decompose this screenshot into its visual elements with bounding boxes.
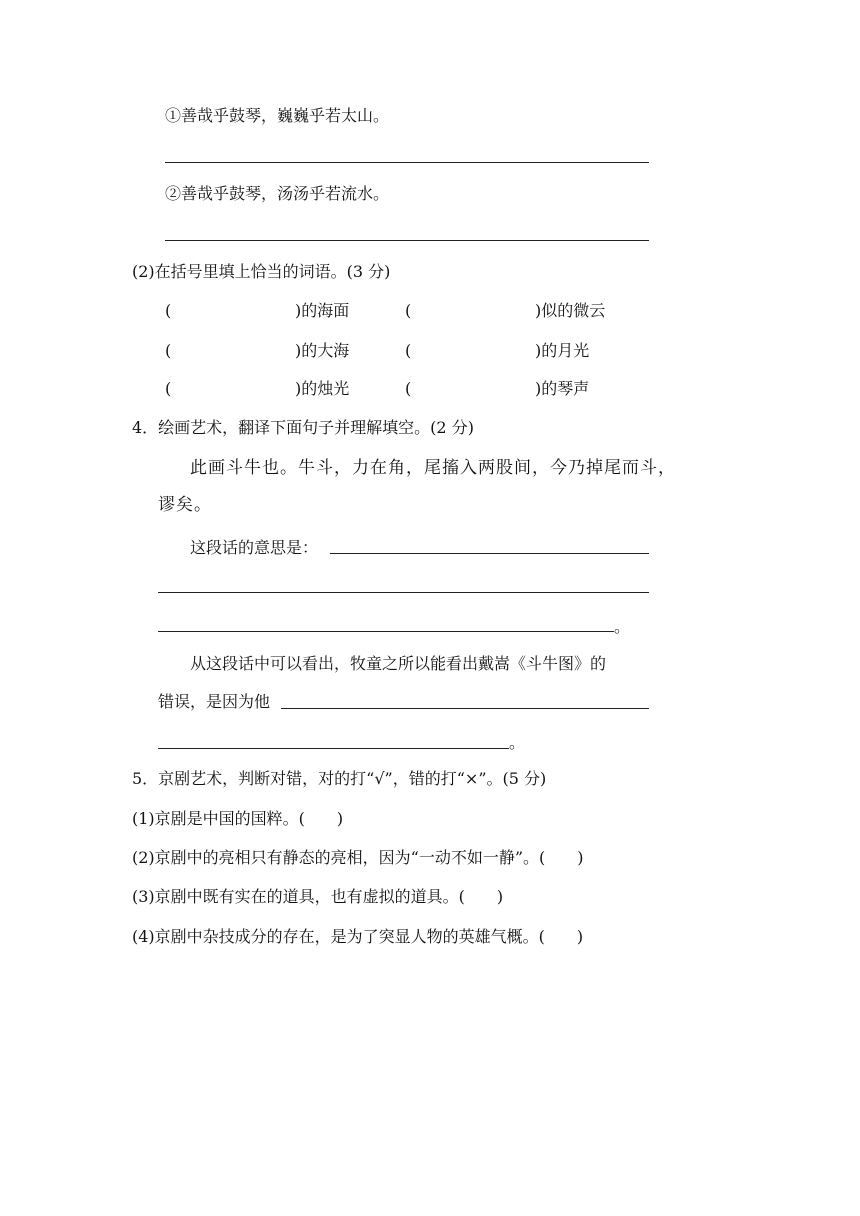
answer-line[interactable] bbox=[158, 631, 614, 632]
fill-close-text: )的琴声 bbox=[535, 379, 590, 398]
fill-open-paren: ( bbox=[405, 341, 412, 360]
fill-open-paren: ( bbox=[165, 341, 172, 360]
answer-line[interactable] bbox=[165, 162, 649, 163]
classical-text-line-2: 谬矣。 bbox=[158, 495, 212, 515]
judgement-item: (3)京剧中既有实在的道具，也有虚拟的道具。( ) bbox=[132, 887, 504, 906]
fill-open-paren: ( bbox=[405, 379, 412, 398]
fill-open-paren: ( bbox=[405, 301, 412, 320]
classical-text-line-1: 此画斗牛也。牛斗，力在角，尾搐入两股间，今乃掉尾而斗， bbox=[190, 458, 676, 478]
judgement-item: (2)京剧中的亮相只有静态的亮相，因为“一动不如一静”。( ) bbox=[132, 848, 584, 867]
answer-line[interactable] bbox=[158, 592, 649, 593]
meaning-prompt: 这段话的意思是： bbox=[190, 538, 319, 557]
classical-sentence-1: ①善哉乎鼓琴，巍巍乎若太山。 bbox=[165, 106, 390, 125]
fill-open-paren: ( bbox=[165, 379, 172, 398]
end-period: 。 bbox=[509, 733, 526, 752]
answer-line[interactable] bbox=[158, 748, 509, 749]
fill-close-text: )的大海 bbox=[295, 341, 350, 360]
question-5-title: 5．京剧艺术，判断对错，对的打“√”，错的打“×”。(5 分) bbox=[132, 769, 547, 788]
fill-open-paren: ( bbox=[165, 301, 172, 320]
fill-close-text: )的烛光 bbox=[295, 379, 350, 398]
answer-line[interactable] bbox=[165, 240, 649, 241]
fill-close-text: )似的微云 bbox=[535, 301, 606, 320]
reason-line-1: 从这段话中可以看出，牧童之所以能看出戴嵩《斗牛图》的 bbox=[190, 654, 607, 673]
answer-line[interactable] bbox=[281, 708, 649, 709]
end-period: 。 bbox=[614, 617, 631, 636]
judgement-item: (1)京剧是中国的国粹。( ) bbox=[132, 809, 344, 828]
part2-title: (2)在括号里填上恰当的词语。(3 分) bbox=[132, 262, 391, 281]
fill-close-text: )的月光 bbox=[535, 341, 590, 360]
answer-line[interactable] bbox=[330, 553, 649, 554]
reason-line-2: 错误，是因为他 bbox=[158, 692, 271, 711]
classical-sentence-2: ②善哉乎鼓琴，汤汤乎若流水。 bbox=[165, 184, 390, 203]
fill-close-text: )的海面 bbox=[295, 301, 350, 320]
question-4-title: 4．绘画艺术，翻译下面句子并理解填空。(2 分) bbox=[132, 418, 474, 437]
judgement-item: (4)京剧中杂技成分的存在，是为了突显人物的英雄气概。( ) bbox=[132, 927, 584, 946]
